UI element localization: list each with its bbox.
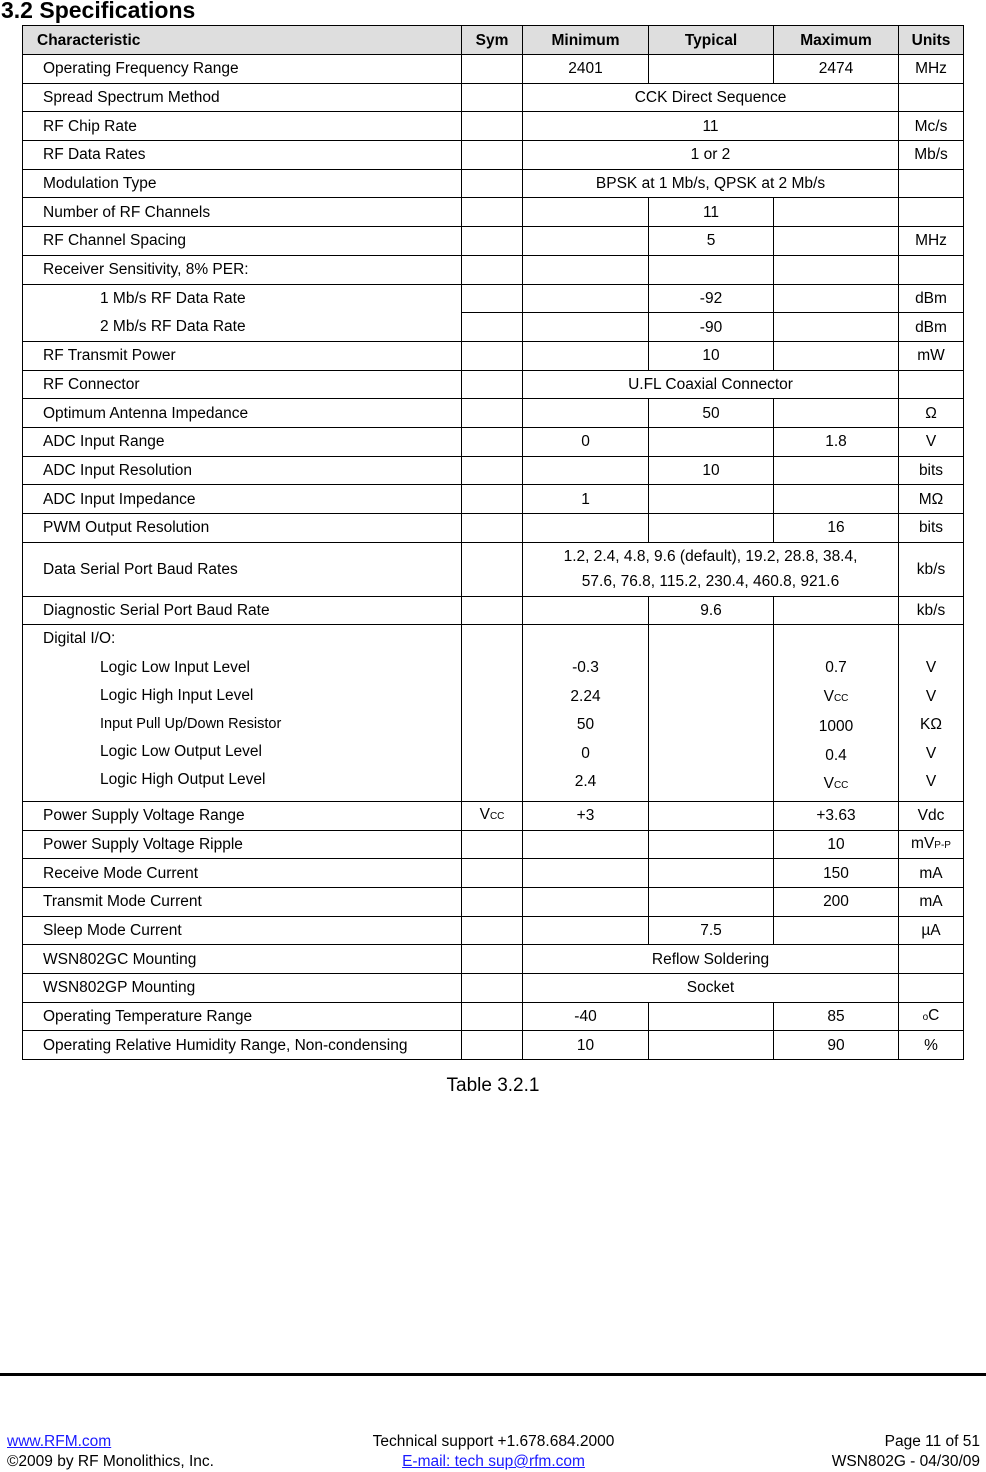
cell-units: MHz xyxy=(899,227,964,256)
cell-typ xyxy=(649,625,774,802)
cell-typ: 10 xyxy=(649,341,774,370)
cell-sym: VCC xyxy=(462,801,523,830)
header-units: Units xyxy=(899,26,964,55)
cell-sym xyxy=(462,625,523,802)
cell-sym xyxy=(462,313,523,342)
cell-characteristic: Operating Frequency Range xyxy=(23,55,462,84)
cell-max: +3.63 xyxy=(774,801,899,830)
cell-units: mW xyxy=(899,341,964,370)
cell-value: Reflow Soldering xyxy=(523,945,899,974)
cell-min xyxy=(523,341,649,370)
cell-sym xyxy=(462,830,523,859)
pull-resistor-label: Input Pull Up/Down Resistor xyxy=(100,716,282,733)
row-transmit-power xyxy=(23,341,964,370)
header-typical: Typical xyxy=(649,26,774,55)
cell-characteristic: Number of RF Channels xyxy=(23,198,462,227)
cell-max: 1.8 xyxy=(774,427,899,456)
cell-min xyxy=(523,625,649,802)
baud-rates-line-1: 1.2, 2.4, 4.8, 9.6 (default), 19.2, 28.8, 38.4, xyxy=(563,548,858,566)
cell-characteristic: Operating Temperature Range xyxy=(23,1002,462,1031)
cell-typ: 11 xyxy=(649,198,774,227)
cell-sym xyxy=(462,596,523,625)
cell-min xyxy=(523,916,649,945)
logic-high-input-max: VCC xyxy=(823,687,849,705)
cell-characteristic: PWM Output Resolution xyxy=(23,514,462,543)
cell-min xyxy=(523,456,649,485)
header-minimum: Minimum xyxy=(523,26,649,55)
row-sensitivity-2mb xyxy=(23,313,964,342)
cell-characteristic: 2 Mb/s RF Data Rate xyxy=(23,313,462,342)
cell-characteristic: Transmit Mode Current xyxy=(23,888,462,917)
cell-min xyxy=(523,227,649,256)
cell-max xyxy=(774,916,899,945)
cell-characteristic: Receive Mode Current xyxy=(23,859,462,888)
document-id: WSN802G - 04/30/09 xyxy=(831,1453,980,1470)
row-sensitivity-1mb xyxy=(23,284,964,313)
cell-units: Ω xyxy=(899,399,964,428)
cell-max xyxy=(774,625,899,802)
cell-characteristic: WSN802GP Mounting xyxy=(23,974,462,1003)
cell-min: -40 xyxy=(523,1002,649,1031)
cell-sym xyxy=(462,485,523,514)
cell-units: Mb/s xyxy=(899,141,964,170)
logic-low-output-units: V xyxy=(925,744,937,762)
cell-units: bits xyxy=(899,514,964,543)
cell-min: 10 xyxy=(523,1031,649,1060)
cell-characteristic: Power Supply Voltage Ripple xyxy=(23,830,462,859)
cell-max xyxy=(774,596,899,625)
cell-characteristic: ADC Input Impedance xyxy=(23,485,462,514)
cell-typ xyxy=(649,427,774,456)
cell-characteristic: WSN802GC Mounting xyxy=(23,945,462,974)
logic-low-output-label: Logic Low Output Level xyxy=(100,743,262,761)
row-sleep-current xyxy=(23,916,964,945)
cell-units: dBm xyxy=(899,313,964,342)
cell-max xyxy=(774,227,899,256)
cell-characteristic: RF Connector xyxy=(23,370,462,399)
cell-min xyxy=(523,313,649,342)
cell-sym xyxy=(462,141,523,170)
website-link[interactable]: www.RFM.com xyxy=(7,1433,112,1450)
cell-min xyxy=(523,830,649,859)
cell-typ xyxy=(649,1031,774,1060)
cell-typ xyxy=(649,888,774,917)
cell-units: dBm xyxy=(899,284,964,313)
cell-units: mA xyxy=(899,859,964,888)
cell-typ: -90 xyxy=(649,313,774,342)
row-channel-spacing xyxy=(23,227,964,256)
row-diagnostic-baud xyxy=(23,596,964,625)
row-spread-spectrum xyxy=(23,83,964,112)
cell-typ: 5 xyxy=(649,227,774,256)
logic-high-output-min: 2.4 xyxy=(574,773,597,791)
row-antenna-impedance xyxy=(23,399,964,428)
cell-min xyxy=(523,596,649,625)
row-digital-io xyxy=(23,625,964,802)
cell-characteristic: ADC Input Range xyxy=(23,427,462,456)
page-number: Page 11 of 51 xyxy=(884,1433,980,1450)
row-transmit-current xyxy=(23,888,964,917)
pull-resistor-max: 1000 xyxy=(818,718,854,736)
footer-right xyxy=(832,1432,980,1472)
cell-typ xyxy=(649,55,774,84)
cell-sym xyxy=(462,945,523,974)
cell-typ: 7.5 xyxy=(649,916,774,945)
header-characteristic: Characteristic xyxy=(23,26,462,55)
logic-low-input-label: Logic Low Input Level xyxy=(100,659,250,677)
table-header-row xyxy=(23,26,964,55)
cell-max: 150 xyxy=(774,859,899,888)
cell-min xyxy=(523,859,649,888)
cell-sym xyxy=(462,341,523,370)
cell-value: 1 or 2 xyxy=(523,141,899,170)
cell-typ: 10 xyxy=(649,456,774,485)
cell-max: 2474 xyxy=(774,55,899,84)
cell-units xyxy=(899,974,964,1003)
row-operating-frequency xyxy=(23,55,964,84)
cell-units: kb/s xyxy=(899,596,964,625)
cell-characteristic: 1 Mb/s RF Data Rate xyxy=(23,284,462,313)
row-adc-resolution xyxy=(23,456,964,485)
cell-sym xyxy=(462,1002,523,1031)
cell-characteristic: Optimum Antenna Impedance xyxy=(23,399,462,428)
cell-typ xyxy=(649,255,774,284)
cell-max: 10 xyxy=(774,830,899,859)
cell-min xyxy=(523,198,649,227)
row-modulation xyxy=(23,169,964,198)
cell-sym xyxy=(462,859,523,888)
cell-max: 200 xyxy=(774,888,899,917)
cell-sym xyxy=(462,399,523,428)
cell-max xyxy=(774,284,899,313)
cell-typ xyxy=(649,830,774,859)
cell-max xyxy=(774,255,899,284)
cell-units: µA xyxy=(899,916,964,945)
cell-sym xyxy=(462,370,523,399)
cell-sym xyxy=(462,514,523,543)
cell-characteristic: Data Serial Port Baud Rates xyxy=(23,542,462,596)
cell-sym xyxy=(462,83,523,112)
cell-units xyxy=(899,83,964,112)
cell-max xyxy=(774,399,899,428)
cell-units: V xyxy=(899,427,964,456)
cell-characteristic: RF Transmit Power xyxy=(23,341,462,370)
cell-units xyxy=(899,255,964,284)
table-caption: Table 3.2.1 xyxy=(446,1075,540,1096)
cell-units: kb/s xyxy=(899,542,964,596)
cell-units xyxy=(899,169,964,198)
cell-units: mA xyxy=(899,888,964,917)
cell-units: bits xyxy=(899,456,964,485)
cell-max xyxy=(774,456,899,485)
row-humidity xyxy=(23,1031,964,1060)
cell-sym xyxy=(462,112,523,141)
cell-characteristic: RF Channel Spacing xyxy=(23,227,462,256)
cell-sym xyxy=(462,456,523,485)
logic-low-input-units: V xyxy=(925,658,937,676)
row-receiver-sensitivity xyxy=(23,255,964,284)
cell-characteristic: RF Chip Rate xyxy=(23,112,462,141)
cell-sym xyxy=(462,974,523,1003)
cell-characteristic: Operating Relative Humidity Range, Non-condensing xyxy=(23,1031,462,1060)
cell-sym xyxy=(462,888,523,917)
cell-typ: -92 xyxy=(649,284,774,313)
cell-typ xyxy=(649,859,774,888)
baud-rates-line-2: 57.6, 76.8, 115.2, 230.4, 460.8, 921.6 xyxy=(581,573,840,591)
logic-low-input-max: 0.7 xyxy=(825,658,847,676)
cell-sym xyxy=(462,542,523,596)
logic-low-output-min: 0 xyxy=(581,744,590,762)
logic-high-input-units: V xyxy=(925,687,937,705)
cell-min xyxy=(523,888,649,917)
row-supply-ripple xyxy=(23,830,964,859)
cell-min xyxy=(523,284,649,313)
cell-typ xyxy=(649,514,774,543)
cell-units xyxy=(899,945,964,974)
cell-value: Socket xyxy=(523,974,899,1003)
cell-units xyxy=(899,625,964,802)
cell-value: U.FL Coaxial Connector xyxy=(523,370,899,399)
row-data-rates xyxy=(23,141,964,170)
cell-characteristic: Sleep Mode Current xyxy=(23,916,462,945)
cell-max: 85 xyxy=(774,1002,899,1031)
cell-units xyxy=(899,370,964,399)
cell-min: 2401 xyxy=(523,55,649,84)
pull-resistor-units: KΩ xyxy=(920,716,942,734)
footer-divider xyxy=(0,1373,986,1376)
logic-low-output-max: 0.4 xyxy=(825,746,847,764)
logic-low-input-min: -0.3 xyxy=(572,658,599,676)
cell-sym xyxy=(462,255,523,284)
cell-sym xyxy=(462,227,523,256)
cell-sym xyxy=(462,427,523,456)
cell-characteristic: Spread Spectrum Method xyxy=(23,83,462,112)
cell-min xyxy=(523,255,649,284)
logic-high-input-min: 2.24 xyxy=(570,687,601,705)
cell-sym xyxy=(462,916,523,945)
support-phone: Technical support +1.678.684.2000 xyxy=(372,1433,615,1450)
cell-characteristic: Diagnostic Serial Port Baud Rate xyxy=(23,596,462,625)
cell-sym xyxy=(462,1031,523,1060)
cell-typ: 9.6 xyxy=(649,596,774,625)
email-link[interactable]: E-mail: tech sup@rfm.com xyxy=(402,1453,585,1470)
cell-min: 0 xyxy=(523,427,649,456)
logic-high-input-label: Logic High Input Level xyxy=(100,687,254,705)
cell-units: mVP-P xyxy=(899,830,964,859)
pull-resistor-min: 50 xyxy=(576,716,595,734)
cell-max xyxy=(774,341,899,370)
digital-io-label: Digital I/O: xyxy=(43,630,116,648)
row-chip-rate xyxy=(23,112,964,141)
row-adc-impedance xyxy=(23,485,964,514)
cell-characteristic: Modulation Type xyxy=(23,169,462,198)
cell-units: MΩ xyxy=(899,485,964,514)
cell-max xyxy=(774,198,899,227)
logic-high-output-units: V xyxy=(925,773,937,791)
cell-characteristic: RF Data Rates xyxy=(23,141,462,170)
cell-typ: 50 xyxy=(649,399,774,428)
cell-characteristic: Power Supply Voltage Range xyxy=(23,801,462,830)
cell-characteristic: ADC Input Resolution xyxy=(23,456,462,485)
cell-typ xyxy=(649,1002,774,1031)
cell-max: 90 xyxy=(774,1031,899,1060)
row-gc-mounting xyxy=(23,945,964,974)
row-rf-connector xyxy=(23,370,964,399)
cell-min: +3 xyxy=(523,801,649,830)
cell-min xyxy=(523,514,649,543)
cell-sym xyxy=(462,55,523,84)
row-data-baud-rates xyxy=(23,542,964,596)
section-title: 3.2 Specifications xyxy=(1,0,196,23)
row-rf-channels xyxy=(23,198,964,227)
cell-sym xyxy=(462,284,523,313)
row-supply-voltage-range xyxy=(23,801,964,830)
logic-high-output-max: VCC xyxy=(823,775,849,793)
cell-sym xyxy=(462,169,523,198)
cell-units xyxy=(899,198,964,227)
row-receive-current xyxy=(23,859,964,888)
cell-units: Vdc xyxy=(899,801,964,830)
row-pwm-resolution xyxy=(23,514,964,543)
cell-sym xyxy=(462,198,523,227)
specifications-table xyxy=(22,25,964,1060)
cell-typ xyxy=(649,485,774,514)
copyright-text: ©2009 by RF Monolithics, Inc. xyxy=(7,1453,214,1470)
cell-min: 1 xyxy=(523,485,649,514)
cell-typ xyxy=(649,801,774,830)
row-operating-temperature xyxy=(23,1002,964,1031)
cell-units: Mc/s xyxy=(899,112,964,141)
cell-characteristic: Receiver Sensitivity, 8% PER: xyxy=(23,255,462,284)
cell-max xyxy=(774,313,899,342)
cell-value: BPSK at 1 Mb/s, QPSK at 2 Mb/s xyxy=(523,169,899,198)
cell-value: CCK Direct Sequence xyxy=(523,83,899,112)
header-sym: Sym xyxy=(462,26,523,55)
cell-min xyxy=(523,399,649,428)
row-gp-mounting xyxy=(23,974,964,1003)
cell-units: MHz xyxy=(899,55,964,84)
cell-units: % xyxy=(899,1031,964,1060)
logic-high-output-label: Logic High Output Level xyxy=(100,771,266,789)
cell-max xyxy=(774,485,899,514)
row-adc-range xyxy=(23,427,964,456)
cell-value: 11 xyxy=(523,112,899,141)
cell-max: 16 xyxy=(774,514,899,543)
header-maximum: Maximum xyxy=(774,26,899,55)
cell-characteristic xyxy=(23,625,462,802)
cell-value xyxy=(523,542,899,596)
cell-units: oC xyxy=(899,1002,964,1031)
